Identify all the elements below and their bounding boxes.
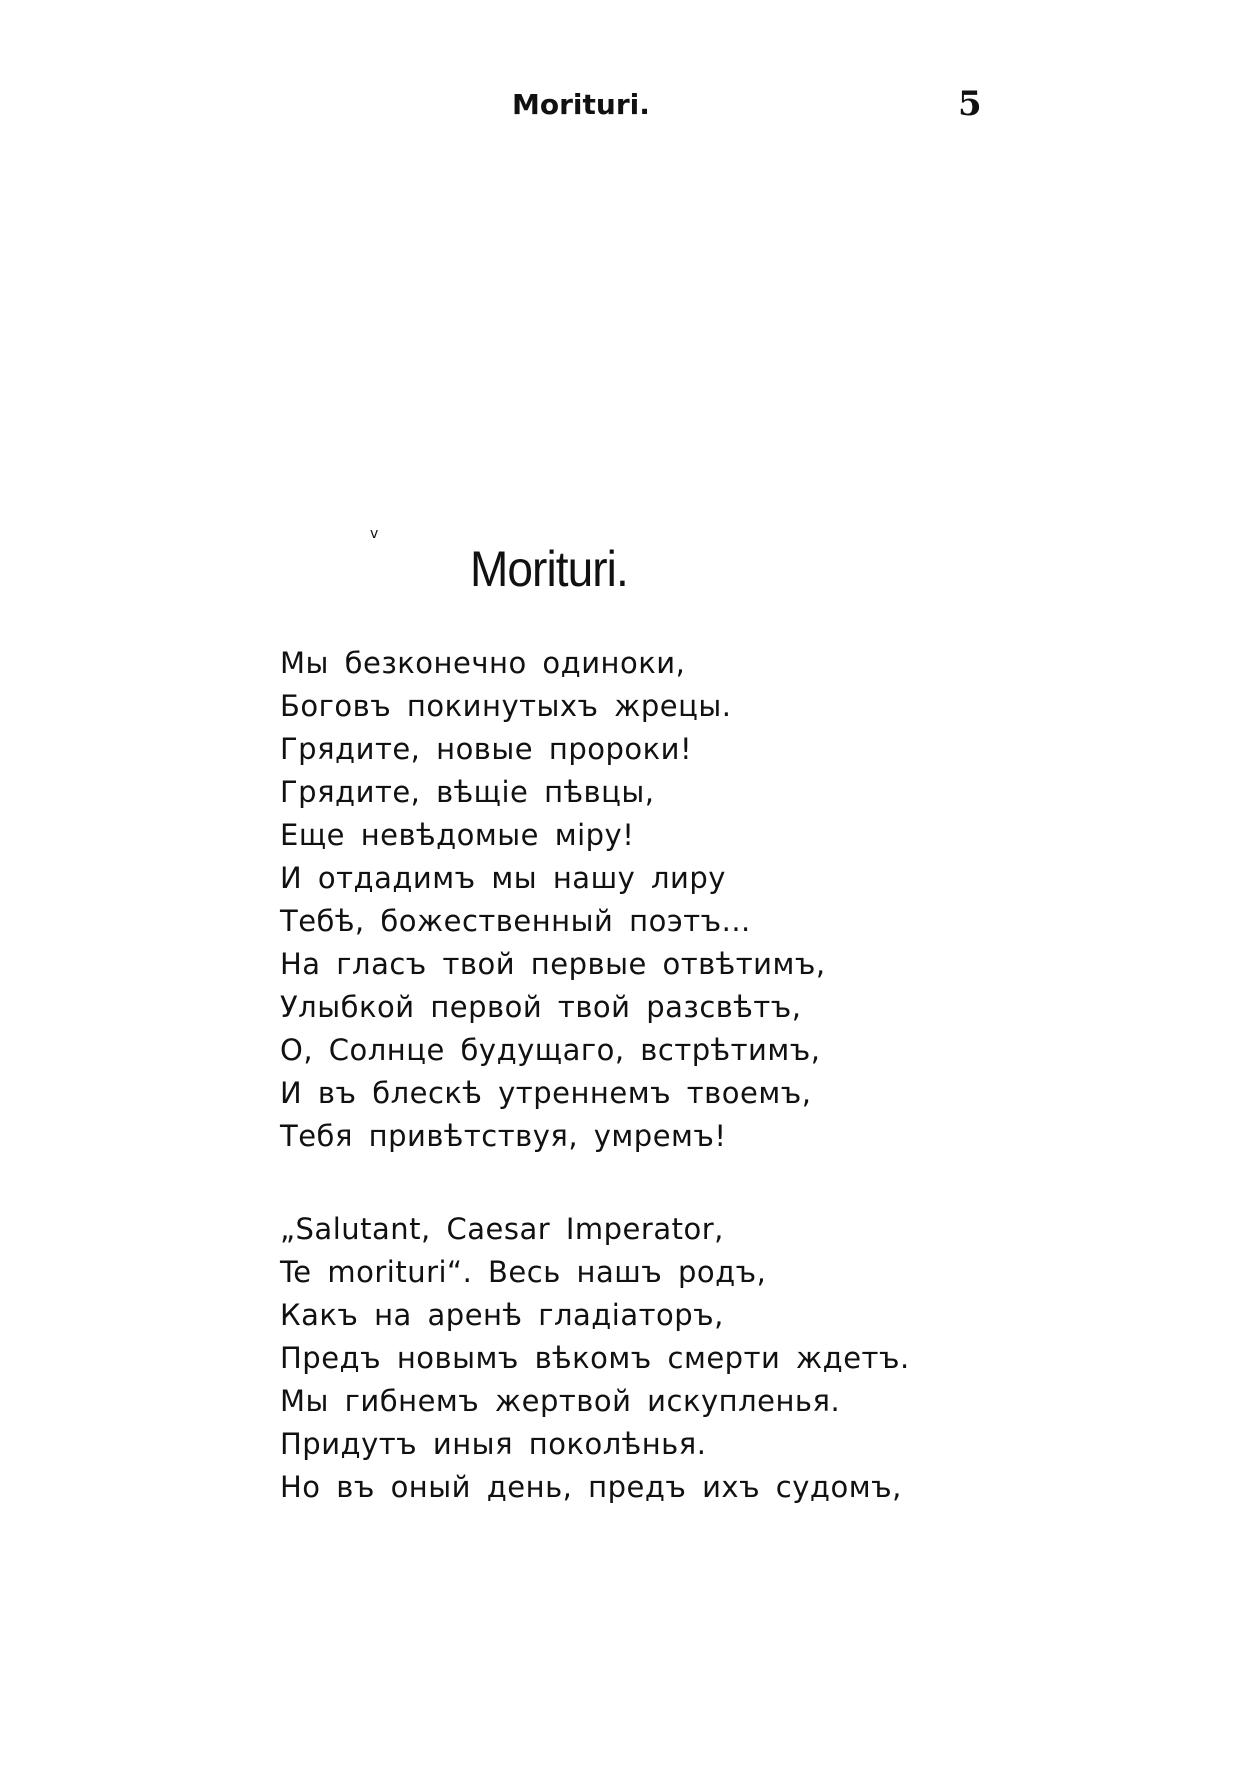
verse-line: Какъ на аренѣ гладіаторъ, [280, 1298, 724, 1332]
stanza-2 [280, 1208, 910, 1509]
verse-line: Грядите, вѣщіе пѣвцы, [280, 775, 655, 809]
page-number: 5 [958, 84, 982, 124]
running-title: Morituri. [512, 88, 650, 121]
verse-line: Боговъ покинутыхъ жрецы. [280, 689, 732, 723]
verse-line: Улыбкой первой твой разсвѣтъ, [280, 990, 802, 1024]
verse-line: „Salutant, Caesar Imperator, [280, 1212, 724, 1246]
verse-line: Грядите, новые пророки! [280, 732, 693, 766]
verse-line: Предъ новымъ вѣкомъ смерти ждетъ. [280, 1341, 910, 1375]
verse-line: О, Солнце будущаго, встрѣтимъ, [280, 1033, 821, 1067]
pencil-mark: v [370, 526, 379, 542]
verse-line: И въ блескѣ утреннемъ твоемъ, [280, 1076, 812, 1110]
verse-line: На гласъ твой первые отвѣтимъ, [280, 947, 826, 981]
verse-line: Мы безконечно одиноки, [280, 646, 686, 680]
poem-title: Morituri. [470, 541, 628, 597]
verse-line: Но въ оный день, предъ ихъ судомъ, [280, 1470, 902, 1504]
verse-line: Еще невѣдомые міру! [280, 818, 635, 852]
verse-line: Te morituri“. Весь нашъ родъ, [280, 1255, 767, 1289]
verse-line: Придутъ иныя поколѣнья. [280, 1427, 707, 1461]
verse-line: Тебя привѣтствуя, умремъ! [280, 1119, 727, 1153]
running-header [0, 78, 1259, 124]
verse-line: И отдадимъ мы нашу лиру [280, 861, 726, 895]
verse-line: Мы гибнемъ жертвой искупленья. [280, 1384, 841, 1418]
verse-line: Тебѣ, божественный поэтъ... [280, 904, 751, 938]
stanza-1 [280, 642, 826, 1158]
